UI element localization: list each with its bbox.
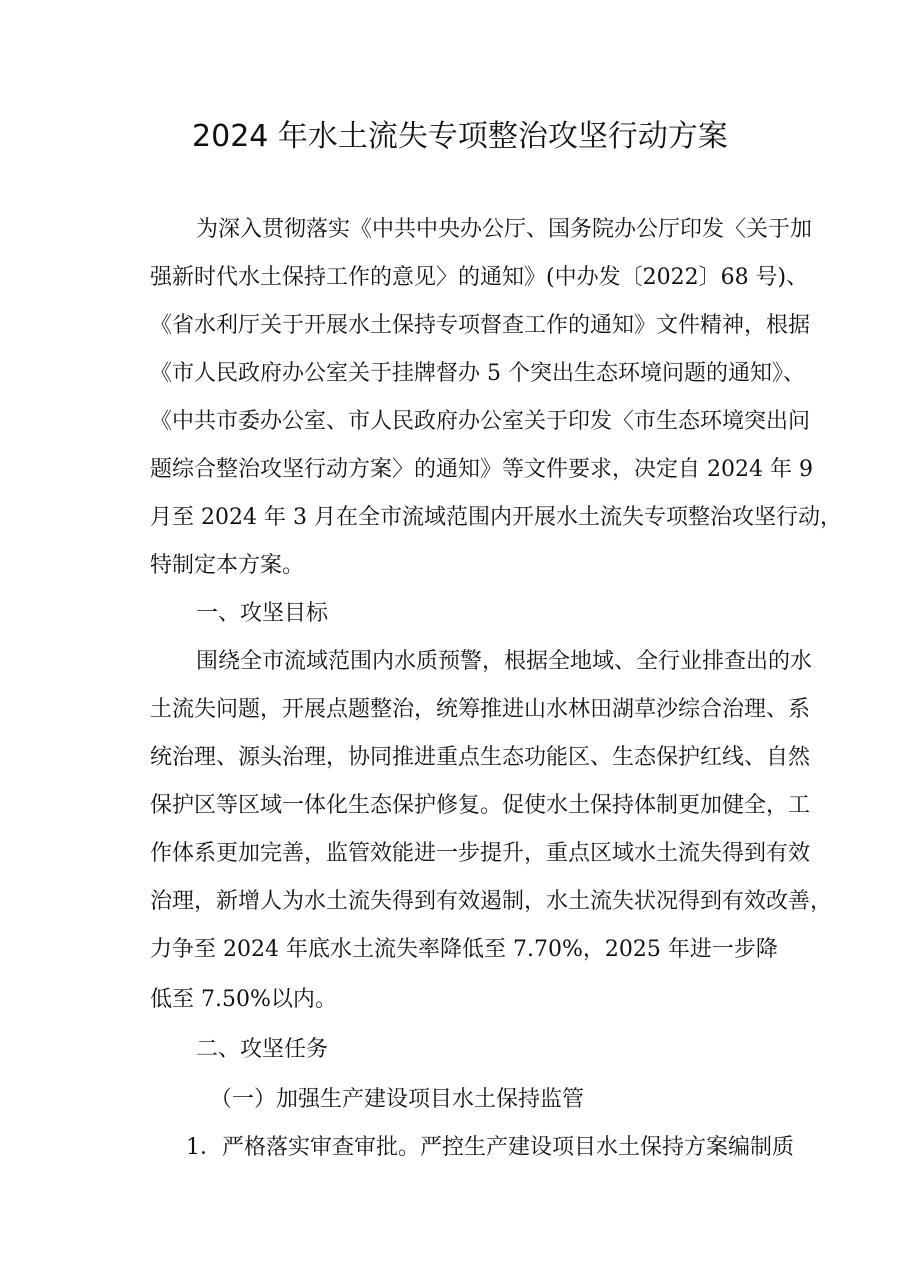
paragraph-line: 保护区等区域一体化生态保护修复。促使水土保持体制更加健全，工 xyxy=(150,793,811,818)
paragraph-line: 强新时代水土保持工作的意见〉的通知》(中办发〔2022〕68 号)、 xyxy=(150,265,809,290)
paragraph-line: 土流失问题，开展点题整治，统筹推进山水林田湖草沙综合治理、系 xyxy=(150,697,811,722)
section-heading-goals: 一、攻坚目标 xyxy=(196,601,329,626)
paragraph-line: 力争至 2024 年底水土流失率降低至 7.70%，2025 年进一步降 xyxy=(150,937,778,962)
paragraph-line: 《市人民政府办公室关于挂牌督办 5 个突出生态环境问题的通知》、 xyxy=(150,361,805,386)
paragraph-line: 作体系更加完善，监管效能进一步提升，重点区域水土流失得到有效 xyxy=(150,841,811,866)
paragraph-line: 治理，新增人为水土流失得到有效遏制，水土流失状况得到有效改善， xyxy=(150,889,833,914)
paragraph-line: 题综合整治攻坚行动方案〉的通知》等文件要求，决定自 2024 年 9 xyxy=(150,457,813,482)
paragraph-line: 围绕全市流域范围内水质预警，根据全地域、全行业排查出的水 xyxy=(196,649,813,674)
paragraph-line: 《中共市委办公室、市人民政府办公室关于印发〈市生态环境突出问 xyxy=(150,409,811,434)
document-title: 2024 年水土流失专项整治攻坚行动方案 xyxy=(192,119,728,154)
list-item-line: 1．严格落实审查审批。严控生产建设项目水土保持方案编制质 xyxy=(186,1135,794,1160)
paragraph-line: 为深入贯彻落实《中共中央办公厅、国务院办公厅印发〈关于加 xyxy=(196,217,813,242)
subsection-heading: （一）加强生产建设项目水土保持监管 xyxy=(210,1087,585,1112)
paragraph-line: 统治理、源头治理，协同推进重点生态功能区、生态保护红线、自然 xyxy=(150,745,811,770)
section-heading-tasks: 二、攻坚任务 xyxy=(196,1037,329,1062)
paragraph-line: 特制定本方案。 xyxy=(150,553,305,578)
paragraph-line: 月至 2024 年 3 月在全市流域范围内开展水土流失专项整治攻坚行动， xyxy=(150,505,842,530)
paragraph-line: 《省水利厅关于开展水土保持专项督查工作的通知》文件精神，根据 xyxy=(150,313,811,338)
paragraph-line: 低至 7.50%以内。 xyxy=(150,987,337,1012)
